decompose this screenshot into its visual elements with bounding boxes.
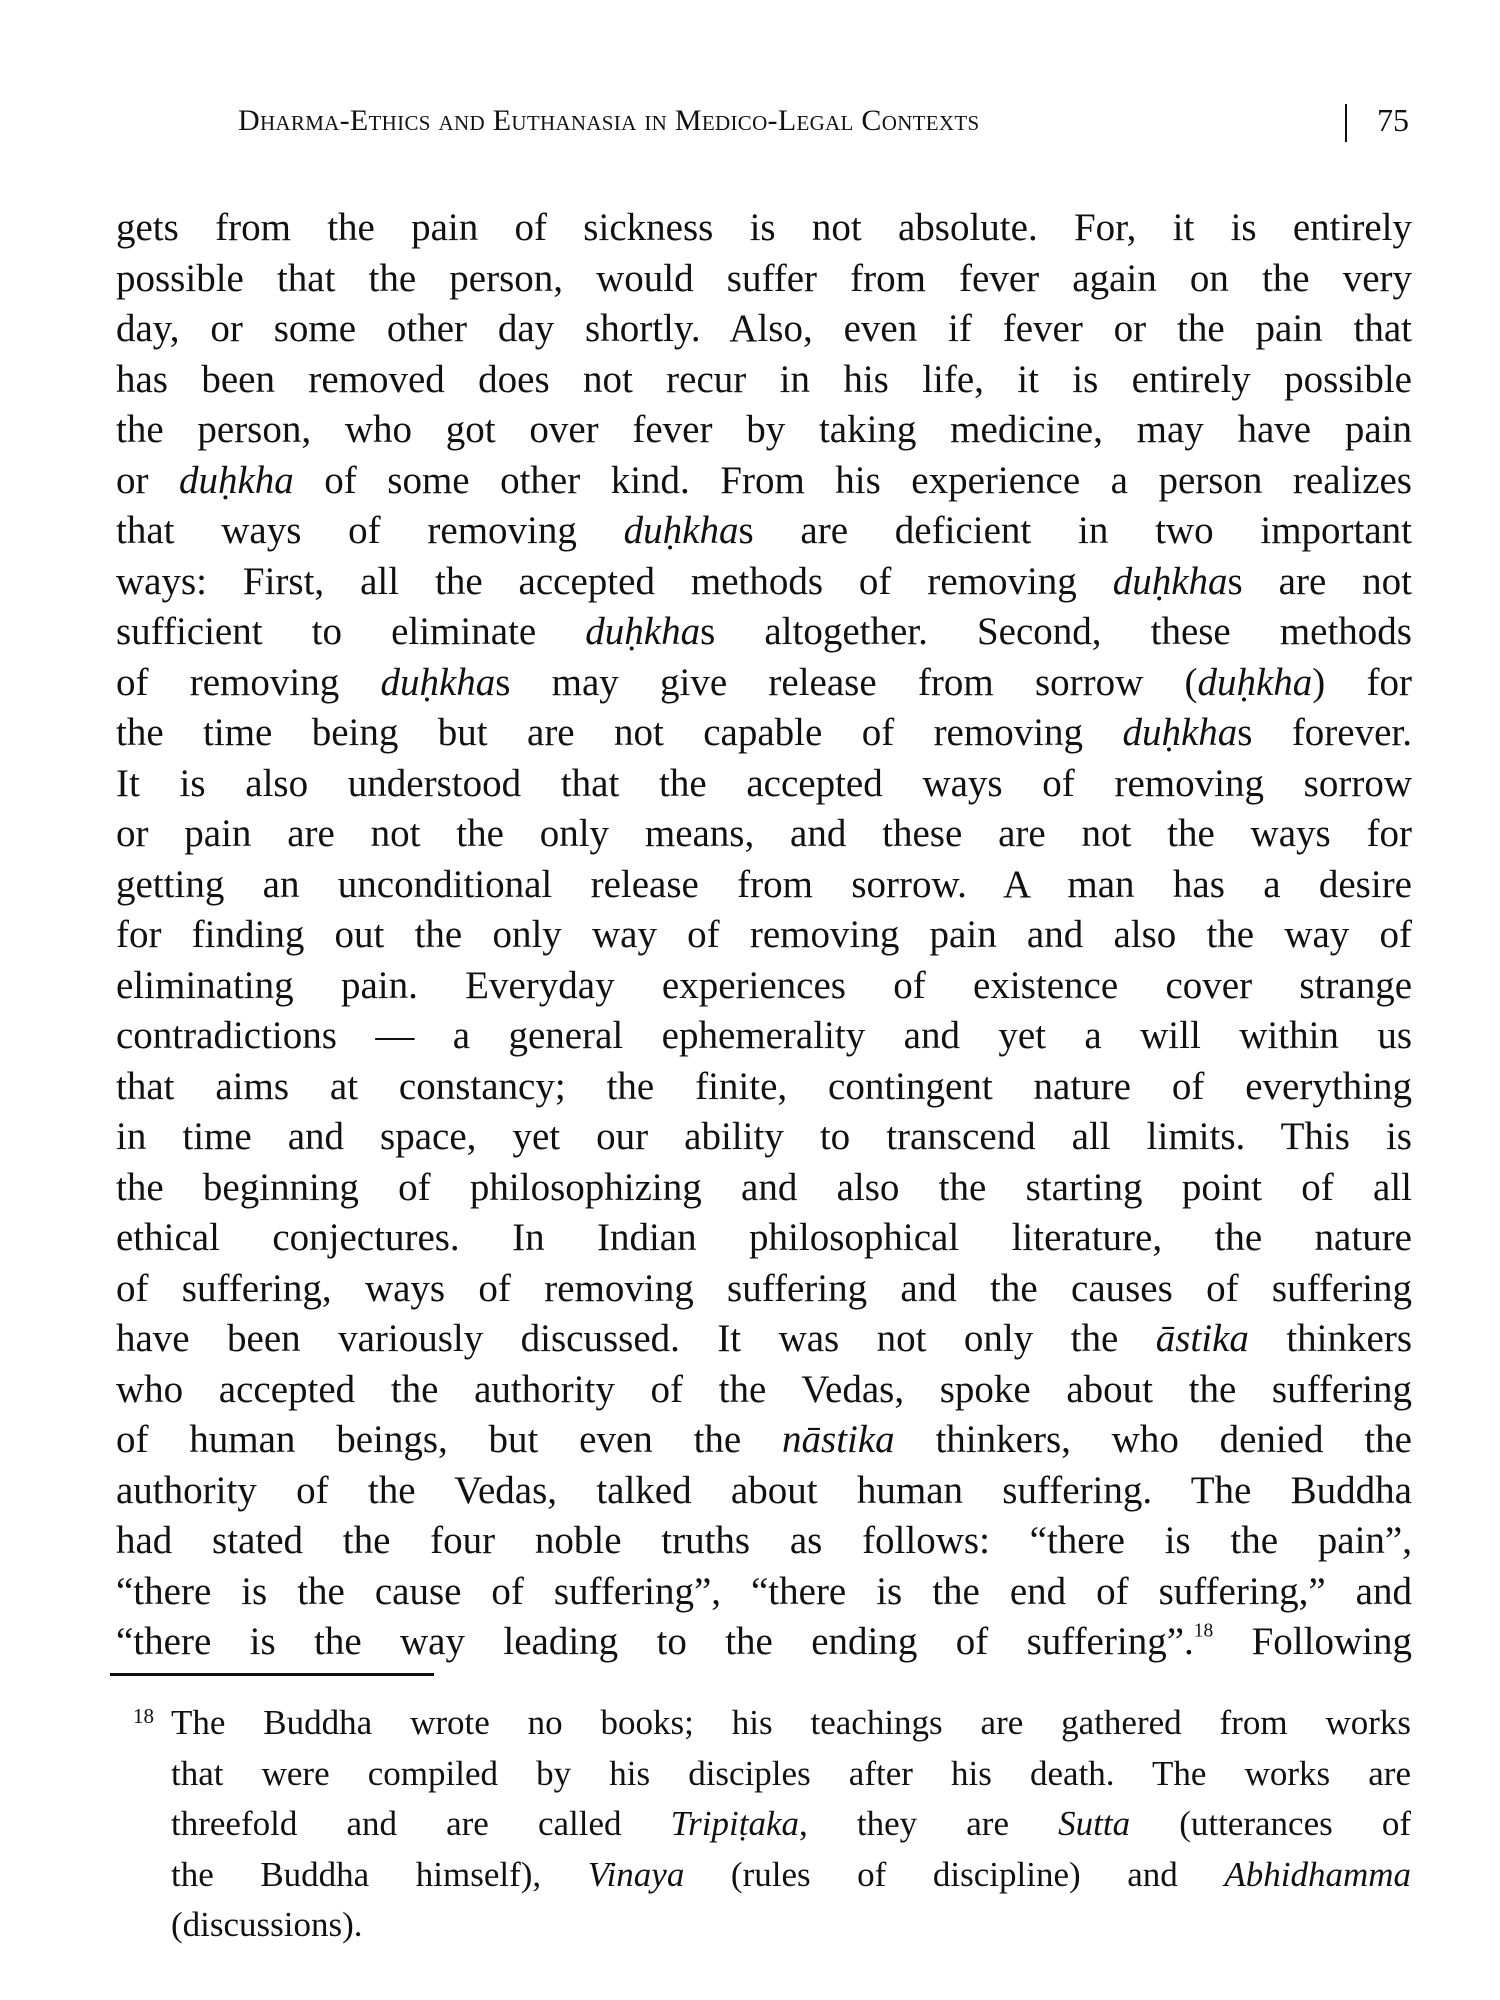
italic-term: duḥkha (1197, 660, 1313, 704)
italic-term: duḥkha (623, 509, 739, 552)
footnote-separator-rule (110, 1673, 434, 1676)
text-segment: ethical conjectures. In Indian philosophical literature, the nature (116, 1216, 1412, 1259)
text-segment: had stated the four noble truths as follows: “there is the pain”, (116, 1519, 1412, 1562)
text-segment: ways: First, all the accepted methods of removing (116, 559, 1113, 603)
text-segment: contradictions — a general ephemerality and yet a will within us (116, 1014, 1412, 1057)
text-segment: s are not (1227, 559, 1413, 603)
text-segment: the beginning of philosophizing and also the starting point of all (116, 1165, 1412, 1209)
text-line (171, 1800, 1411, 1851)
text-line (116, 1062, 1412, 1113)
text-segment: s may give release from sorrow ( (495, 660, 1198, 704)
text-segment: or pain are not the only means, and these are not the ways for (116, 812, 1412, 855)
running-head-title: Dharma-Ethics and Euthanasia in Medico-Legal Contexts (238, 104, 980, 137)
text-segment: has been removed does not recur in his life, it is entirely possible (116, 357, 1412, 401)
text-segment: who accepted the authority of the Vedas, spoke about the suffering (116, 1367, 1412, 1411)
text-segment: of removing (116, 660, 381, 704)
text-line (116, 1617, 1412, 1668)
page-number: 75 (1377, 102, 1409, 138)
text-segment: thinkers, who denied the (894, 1418, 1412, 1461)
text-line (116, 203, 1412, 254)
text-segment: (discussions). (171, 1905, 363, 1944)
text-segment: gets from the pain of sickness is not absolute. For, it is entirely (116, 206, 1412, 249)
footnote-reference[interactable]: 18 (1193, 1620, 1214, 1642)
text-line (116, 809, 1412, 860)
text-segment: authority of the Vedas, talked about human suffering. The Buddha (116, 1468, 1412, 1512)
text-segment: of some other kind. From his experience a person realizes (293, 458, 1412, 502)
text-line (116, 355, 1412, 406)
text-segment: of human beings, but even the (116, 1418, 783, 1461)
text-segment: or (116, 458, 179, 502)
italic-term: Abhidhamma (1224, 1854, 1412, 1894)
text-line (116, 607, 1412, 658)
text-segment: The Buddha wrote no books; his teachings are gathered from works (171, 1703, 1411, 1742)
text-line (171, 1699, 1411, 1750)
text-line (116, 708, 1412, 759)
text-line (116, 759, 1412, 810)
text-segment: s altogether. Second, these methods (700, 610, 1412, 653)
footnote-marker: 18 (133, 1704, 154, 1728)
text-line (116, 506, 1412, 557)
text-segment: getting an unconditional release from sorrow. A man has a desire (116, 862, 1412, 906)
text-segment: that were compiled by his disciples after his death. The works are (171, 1753, 1411, 1793)
text-segment: Following (1213, 1620, 1412, 1663)
text-segment: the time being but are not capable of removing (116, 711, 1123, 754)
text-line (116, 961, 1412, 1012)
text-line (116, 1213, 1412, 1264)
text-line (116, 860, 1412, 911)
italic-term: duḥkha (178, 458, 294, 502)
text-line (116, 1112, 1412, 1163)
text-segment: that ways of removing (116, 509, 624, 552)
text-segment: eliminating pain. Everyday experiences of existence cover strange (116, 963, 1412, 1007)
text-line (116, 304, 1412, 355)
running-head-divider (1345, 104, 1347, 142)
text-line (116, 1011, 1412, 1062)
text-segment: have been variously discussed. It was not only the (116, 1317, 1156, 1360)
text-line (171, 1750, 1411, 1801)
text-line (116, 1466, 1412, 1517)
text-segment: “there is the cause of suffering”, “there is the end of suffering,” and (116, 1569, 1412, 1613)
italic-term: duḥkha (585, 610, 701, 653)
text-segment: It is also understood that the accepted ways of removing sorrow (116, 761, 1412, 805)
text-segment: the Buddha himself), (171, 1854, 588, 1894)
text-segment: for finding out the only way of removing pain and also the way of (116, 913, 1412, 956)
italic-term: Vinaya (587, 1854, 685, 1894)
text-segment: of suffering, ways of removing suffering and the causes of suffering (116, 1266, 1412, 1310)
text-segment: s are deficient in two important (738, 509, 1413, 552)
running-head (200, 100, 1418, 150)
text-line (116, 557, 1412, 608)
text-line (116, 1314, 1412, 1365)
text-line (116, 405, 1412, 456)
text-segment: ) for (1312, 660, 1412, 704)
text-segment: in time and space, yet our ability to transcend all limits. This is (116, 1115, 1412, 1158)
italic-term: duḥkha (1122, 711, 1238, 754)
text-line (116, 1516, 1412, 1567)
italic-term: duḥkha (1112, 559, 1228, 603)
text-line (116, 1163, 1412, 1214)
text-line (116, 1365, 1412, 1416)
text-line (116, 1567, 1412, 1618)
text-line (171, 1851, 1411, 1902)
text-line (116, 1415, 1412, 1466)
text-segment: , they are (799, 1804, 1059, 1843)
text-segment: sufficient to eliminate (116, 610, 586, 653)
text-segment: threefold and are called (171, 1804, 671, 1843)
italic-term: Tripiṭaka (670, 1804, 800, 1843)
text-segment: (utterances of (1130, 1804, 1411, 1843)
italic-term: duḥkha (380, 660, 496, 704)
italic-term: Sutta (1058, 1804, 1131, 1843)
footnote-text (171, 1699, 1411, 1952)
text-segment: the person, who got over fever by taking medicine, may have pain (116, 408, 1412, 451)
text-line (116, 254, 1412, 305)
text-segment: thinkers (1248, 1317, 1412, 1360)
text-line (171, 1901, 1411, 1952)
text-line (116, 456, 1412, 507)
text-segment: that aims at constancy; the finite, contingent nature of everything (116, 1064, 1412, 1108)
text-line (116, 910, 1412, 961)
text-segment: s forever. (1237, 711, 1412, 754)
italic-term: nāstika (782, 1418, 895, 1461)
text-segment: possible that the person, would suffer from fever again on the very (116, 256, 1412, 300)
body-paragraph (116, 203, 1412, 1668)
text-segment: “there is the way leading to the ending of suffering”. (116, 1620, 1194, 1663)
text-segment: (rules of discipline) and (684, 1854, 1225, 1894)
text-line (116, 1264, 1412, 1315)
text-line (116, 658, 1412, 709)
italic-term: āstika (1155, 1317, 1249, 1360)
text-segment: day, or some other day shortly. Also, even if fever or the pain that (116, 307, 1412, 350)
